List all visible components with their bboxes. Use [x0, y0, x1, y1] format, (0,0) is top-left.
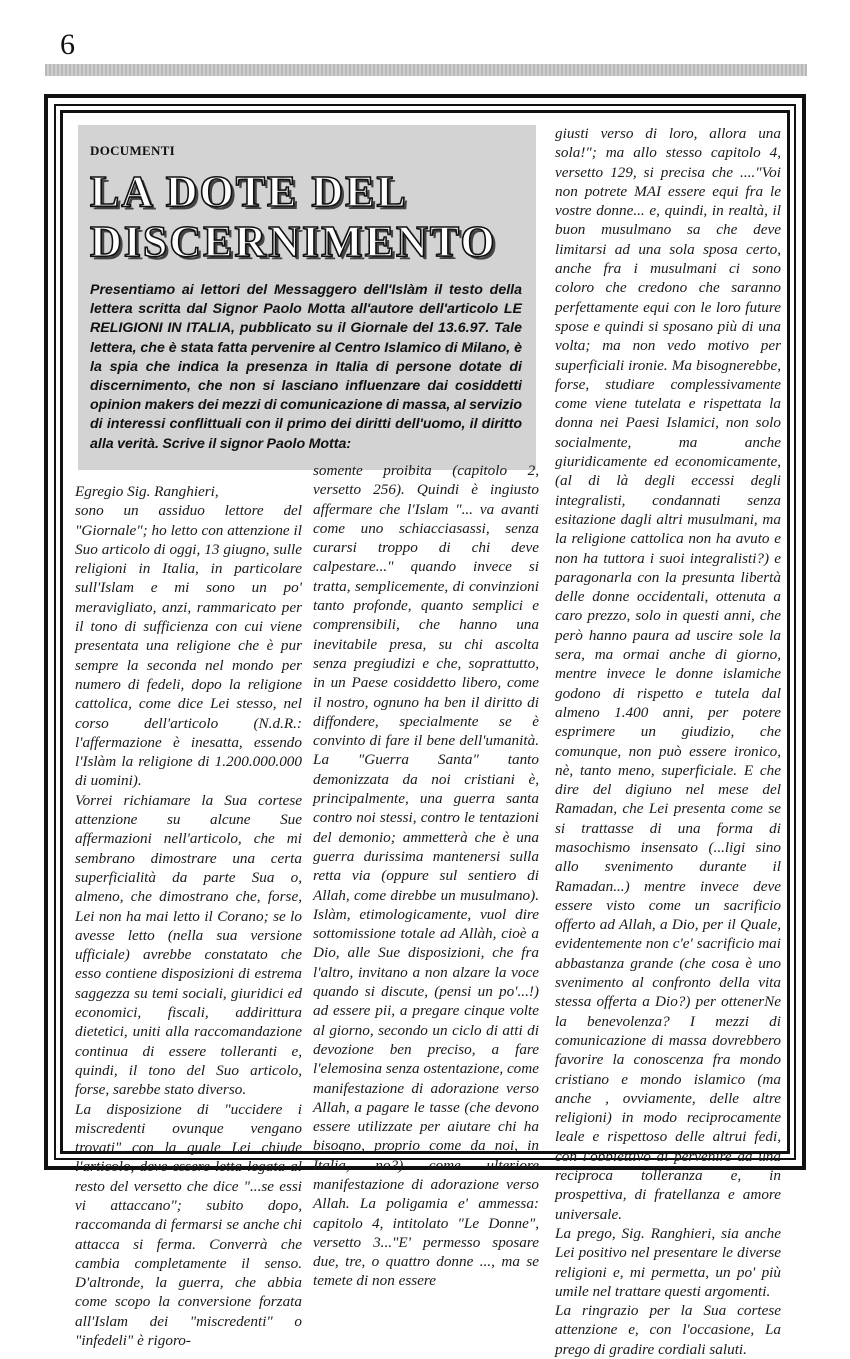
- salutation: Egregio Sig. Ranghieri,: [75, 483, 219, 500]
- letter-column-3: [555, 124, 781, 1359]
- paragraph: sono un assiduo lettore del "Giornale"; ho letto con attenzione il Suo articolo di oggi, 13 giugno, sulle religioni in Italia, in particolare sull'Islam e mi sono un po' meravigliato, anzi, rammaricato per il tono di sufficienza con cui viene presentata una religione che è pur sempre la seconda nel mondo per numero di fedeli, dopo la religione cattolica, come dice Lei stesso, nel corso dell'articolo (N.d.R.: l'affermazione è inesatta, essendo l'Islàm la religione di 1.200.000.000 di uomini).: [75, 502, 302, 790]
- paragraph: La disposizione di "uccidere i miscredenti ovunque vengano trovati" con la quale Lei chiude l'articolo, deve essere letta legata al resto del versetto che dice "...se essi vi attaccano"; subito dopo, raccomanda di fermarsi se anche chi attacca si ferma. Converrà che cambia completamente il senso. D'altronde, la guerra, che abbia come scopo la conversione forzata all'Islam dei "miscredenti" o "infedeli" è rigoro-: [75, 1100, 302, 1350]
- lead-box: [78, 125, 536, 470]
- title-line-1: LA DOTE DEL: [90, 167, 408, 216]
- closing: La ringrazio per la Sua cortese attenzione e, con l'occasione, La prego di gradire cordiali saluti.: [555, 1302, 781, 1358]
- article-title: [90, 167, 522, 267]
- header-rule: [45, 64, 807, 76]
- letter-column-1: [75, 482, 302, 1350]
- title-line-2: DISCERNIMENTO: [90, 217, 497, 266]
- letter-column-2: [313, 461, 539, 1291]
- page-number: 6: [60, 28, 75, 61]
- paragraph: La prego, Sig. Ranghieri, sia anche Lei positivo nel presentare le diverse religioni e, mi permetta, un po' più umile nel trattare questi argomenti.: [555, 1224, 781, 1300]
- paragraph: Vorrei richiamare la Sua cortese attenzione su alcune Sue affermazioni nell'articolo, che mi sembrano dimostrare una certa superficialità da parte Sua o, almeno, che dimostrano che, forse, Lei non ha mai letto il Corano; se lo avesse letto (nella sua versione ufficiale) avrebbe constatato che esso contiene disposizioni di estrema saggezza su temi sociali, giuridici ed economici, fiscali, addirittura dietetici, uniti alla raccomandazione continua di essere tolleranti e, quindi, il tono del Suo articolo, forse, sarebbe stato diverso.: [75, 791, 302, 1099]
- paragraph: somente proibita (capitolo 2, versetto 256). Quindi è ingiusto affermare che l'Islam "... va avanti come uno schiacciasassi, senza curarsi troppo di chi deve calpestare..." quando invece si tratta, semplicemente, di convinzioni tanto profonde, quanto semplici e comprensibili, che hanno una inevitabile presa, su chi ascolta senza pregiudizi e che, soprattutto, in un Paese cosiddetto libero, come il nostro, ognuno ha ben il diritto di diffondere, specialmente se è convinto di fare il bene dell'umanità. La "Guerra Santa" tanto demonizzata da noi cristiani è, principalmente, una guerra santa contro noi stessi, contro le tentazioni del demonio; ammetterà che è una guerra durissima mantenersi sulla retta via (oppure sul sentiero di Allah, come direbbe un musulmano). Islàm, etimologicamente, vuol dire sottomissione totale ad Allàh, cioè a Dio, alle Sue disposizioni, che fra l'altro, invitano a non alzare la voce quando si discute, (pensi un po'...!) ad essere pii, a pregare cinque volte al giorno, secondo un ciclo di atti di devozione ben preciso, a fare l'elemosina senza ostentazione, come manifestazione di adorazione verso Allah, a pagare le tasse (che devono essere utilizzate per aiutare chi ha bisogno, proprio come da noi, in Italia, no?) come ulteriore manifestazione di adorazione verso Allah. La poligamia e' ammessa: capitolo 4, intitolato "Le Donne", versetto 3..."E' permesso sposare due, tre, o quattro donne ..., ma se temete di non essere: [313, 462, 539, 1290]
- paragraph: giusti verso di loro, allora una sola!"; ma allo stesso capitolo 4, versetto 129, si precisa che ...."Voi non potrete MAI essere equi fra le vostre donne... e, quindi, in realtà, il buon musulmano sa che deve limitarsi ad una sola sposa certo, anche fra i musulmani ci sono coloro che credono che saranno perfettamente equi con le loro future spose e quindi si sposano più di una volta; ma non vedo motivo per superficiali ironie. Ma bisognerebbe, forse, studiare complessivamente come viene tutelata e rispettata la donna nei Paesi Islamici, non solo socialmente, ma anche giuridicamente ed economicamente, (al di là degli eccessi degli integralisti, condannati senza esitazione dagli altri musulmani, ma la religione cattolica non ha avuto e non ha tuttora i suoi integralisti?) e paragonarla con la presunta libertà delle donne occidentali, ottenuta a caro prezzo, solo in questi anni, che però hanno paura ad uscire sole la sera, ma ormai anche di giorno, mentre invece le donne islamiche godono di rispetto e tutela dal almeno 1.400 anni, per potere esprimere un giudizio, che comunque, non può essere ironico, nè, tanto meno, superficiale. E che dire del digiuno nel mese del Ramadan, che Lei presenta come se si trattasse di una forma di masochismo insensato (...ligi sino allo svenimento durante il Ramadan...) mentre invece deve essere visto come un sacrificio offerto ad Allah, a Dio, per il Quale, evidentemente non c'e' sacrificio mai abbastanza grande (che cosa è uno svenimento al confronto della vita stessa offerta a Dio?) per ottenerNe la benevolenza? I mezzi di comunicazione di massa dovrebbero favorire la conoscenza fra mondo cristiano e mondo islamico (ma anche , ovviamente, delle altre religioni) in modo reciprocamente leale e rispettoso delle altrui fedi, con l'obbiettivo di pervenire ad una reciproca tolleranza e, in prospettiva, di fratellanza e amore universale.: [555, 125, 781, 1223]
- article-intro: Presentiamo ai lettori del Messaggero dell'Islàm il testo della lettera scritta dal Signor Paolo Motta all'autore dell'articolo LE RELIGIONI IN ITALIA, pubblicato su il Giornale del 13.6.97. Tale lettera, che è stata fatta pervenire al Centro Islamico di Milano, è la spia che indica la presenza in Italia di persone dotate di discernimento, che non si lasciano influenzare dai cosiddetti opinion makers dei mezzi di comunicazione di massa, al servizio di interessi conflittuali con il primo dei diritti dell'uomo, il diritto alla verità. Scrive il signor Paolo Motta:: [90, 282, 522, 452]
- section-label: DOCUMENTI: [90, 143, 176, 158]
